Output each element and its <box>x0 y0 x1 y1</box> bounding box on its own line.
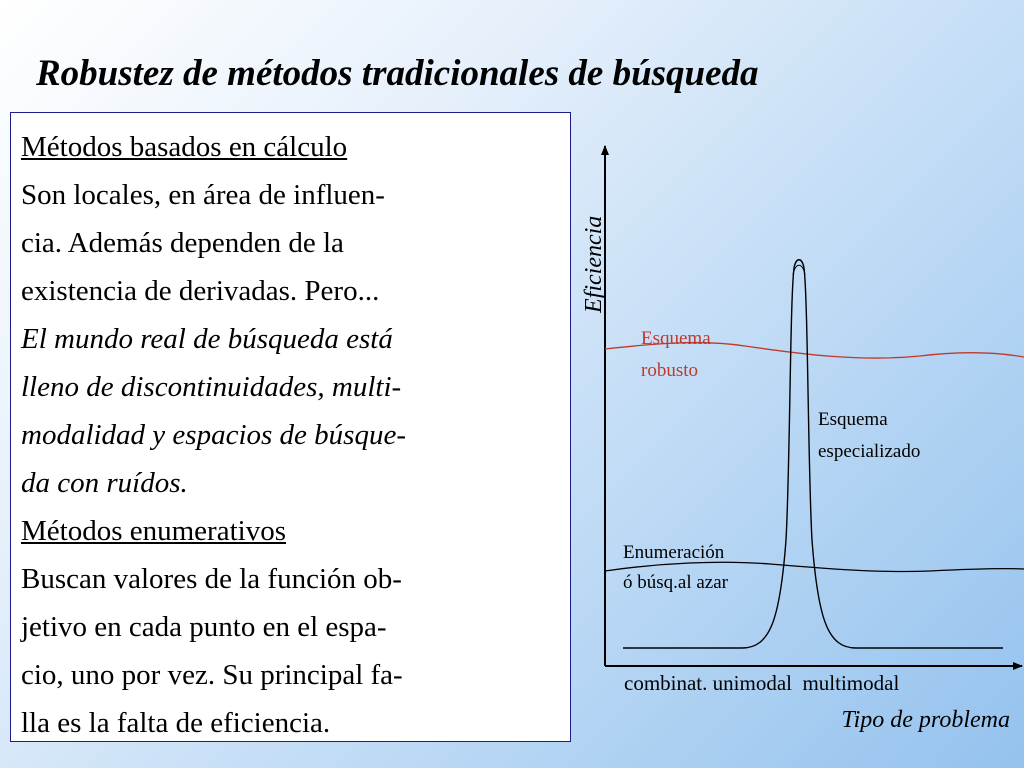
slide-title: Robustez de métodos tradicionales de búsqueda <box>36 53 759 94</box>
x-axis-label: Tipo de problema <box>841 707 1010 733</box>
text-line: jetivo en cada punto en el espa- <box>21 611 387 643</box>
enumeration-label-line2: ó búsq.al azar <box>623 572 728 593</box>
text-line: lla es la falta de eficiencia. <box>21 707 331 739</box>
specialized-scheme-label-line2: especializado <box>818 441 921 462</box>
robust-scheme-label-line2: robusto <box>641 360 698 381</box>
x-categories-label: combinat. unimodal multimodal <box>624 671 900 695</box>
heading-calculus-methods: Métodos basados en cálculo <box>21 131 348 163</box>
heading-enumerative-methods: Métodos enumerativos <box>21 515 286 547</box>
specialized-scheme-label-line1: Esquema <box>818 409 888 430</box>
italic-text-line: da con ruídos. <box>21 467 188 499</box>
text-line: Buscan valores de la función ob- <box>21 563 402 595</box>
text-line: Son locales, en área de influen- <box>21 179 385 211</box>
italic-text-line: modalidad y espacios de búsque- <box>21 419 406 451</box>
italic-text-line: El mundo real de búsqueda está <box>21 323 393 355</box>
italic-text-line: lleno de discontinuidades, multi- <box>21 371 402 403</box>
text-line: cio, uno por vez. Su principal fa- <box>21 659 403 691</box>
y-axis-label: Eficiencia <box>581 215 607 313</box>
robust-scheme-label-line1: Esquema <box>641 328 711 349</box>
enumeration-label-line1: Enumeración <box>623 542 725 563</box>
text-line: existencia de derivadas. Pero... <box>21 275 380 307</box>
text-line: cia. Además dependen de la <box>21 227 344 259</box>
